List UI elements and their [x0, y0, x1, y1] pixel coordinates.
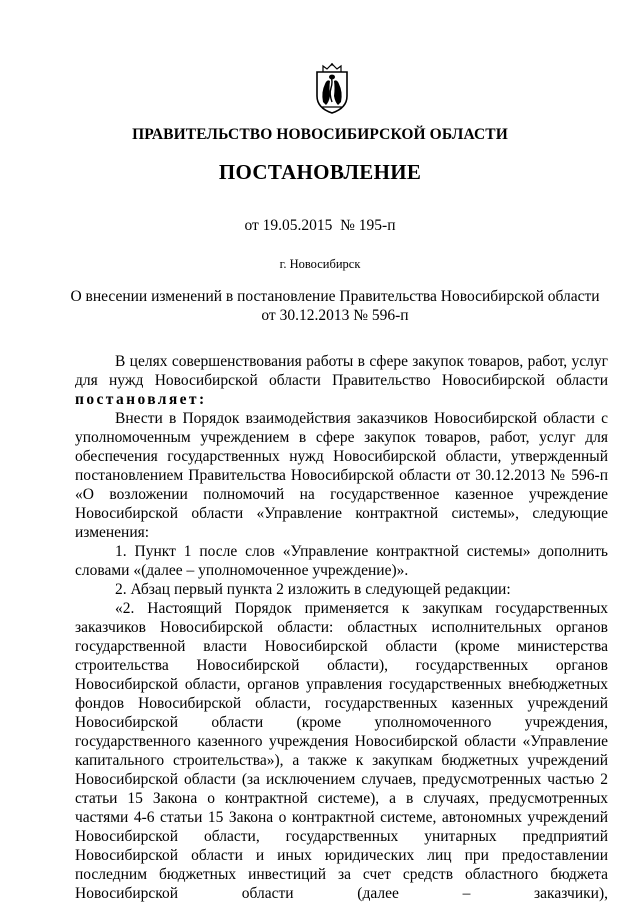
amendment-item-1: 1. Пункт 1 после слов «Управление контрактной системы» дополнить словами «(далее – уполномоченное учреждение)». [75, 543, 608, 579]
organization-title: ПРАВИТЕЛЬСТВО НОВОСИБИРСКОЙ ОБЛАСТИ [132, 126, 508, 143]
document-subject [70, 287, 600, 325]
quoted-new-text: «2. Настоящий Порядок применяется к закупкам государственных заказчиков Новосибирской области: областных исполнительных органов государственной власти Новосибирской области (кроме министерства строительства Новосибирской области), государственных органов Новосибирской области, органов управления государственных внебюджетных фондов Новосибирской области, государственных казенных учреждений Новосибирской области (кроме уполномоченного учреждения, государственного казенного учреждения Новосибирской области «Управление капитального строительства»), а также к закупкам бюджетных учреждений Новосибирской области (за исключением случаев, предусмотренных частью 2 статьи 15 Закона о контрактной системе), а в случаях, предусмотренных частями 4-6 статьи 15 Закона о контрактной системе, автономных учреждений Новосибирской области, государственных унитарных предприятий Новосибирской области и иных юридических лиц при предоставлении последним бюджетных инвестиций за счет средств областного бюджета Новосибирской области (далее – заказчики), [75, 600, 608, 902]
resolution-keyword: постановляет [75, 391, 199, 408]
subject-line-2: от 30.12.2013 № 596-п [261, 307, 409, 324]
document-date-number: от 19.05.2015 № 195-п [244, 217, 396, 234]
document-body [75, 352, 608, 903]
document-city: г. Новосибирск [279, 257, 361, 271]
subject-line-1: О внесении изменений в постановление Правительства Новосибирской области [70, 288, 600, 305]
resolution-colon: : [198, 391, 207, 408]
preamble-text: В целях совершенствования работы в сфере закупок товаров, работ, услуг для нужд Новосибирской области Правительство Новосибирской области [75, 353, 608, 389]
amendment-intro-paragraph: Внести в Порядок взаимодействия заказчиков Новосибирской области с уполномоченным учреждением в сфере закупок товаров, работ, услуг для обеспечения государственных нужд Новосибирской области, утвержденный постановлением Правительства Новосибирской области от 30.12.2013 № 596-п «О возложении полномочий на государственное казенное учреждение Новосибирской области «Управление контрактной системы», следующие изменения: [75, 410, 608, 541]
coat-of-arms-icon [312, 62, 352, 114]
document-type-heading: ПОСТАНОВЛЕНИЕ [218, 160, 422, 184]
amendment-item-2: 2. Абзац первый пункта 2 изложить в следующей редакции: [115, 581, 511, 598]
preamble-paragraph [75, 352, 608, 409]
